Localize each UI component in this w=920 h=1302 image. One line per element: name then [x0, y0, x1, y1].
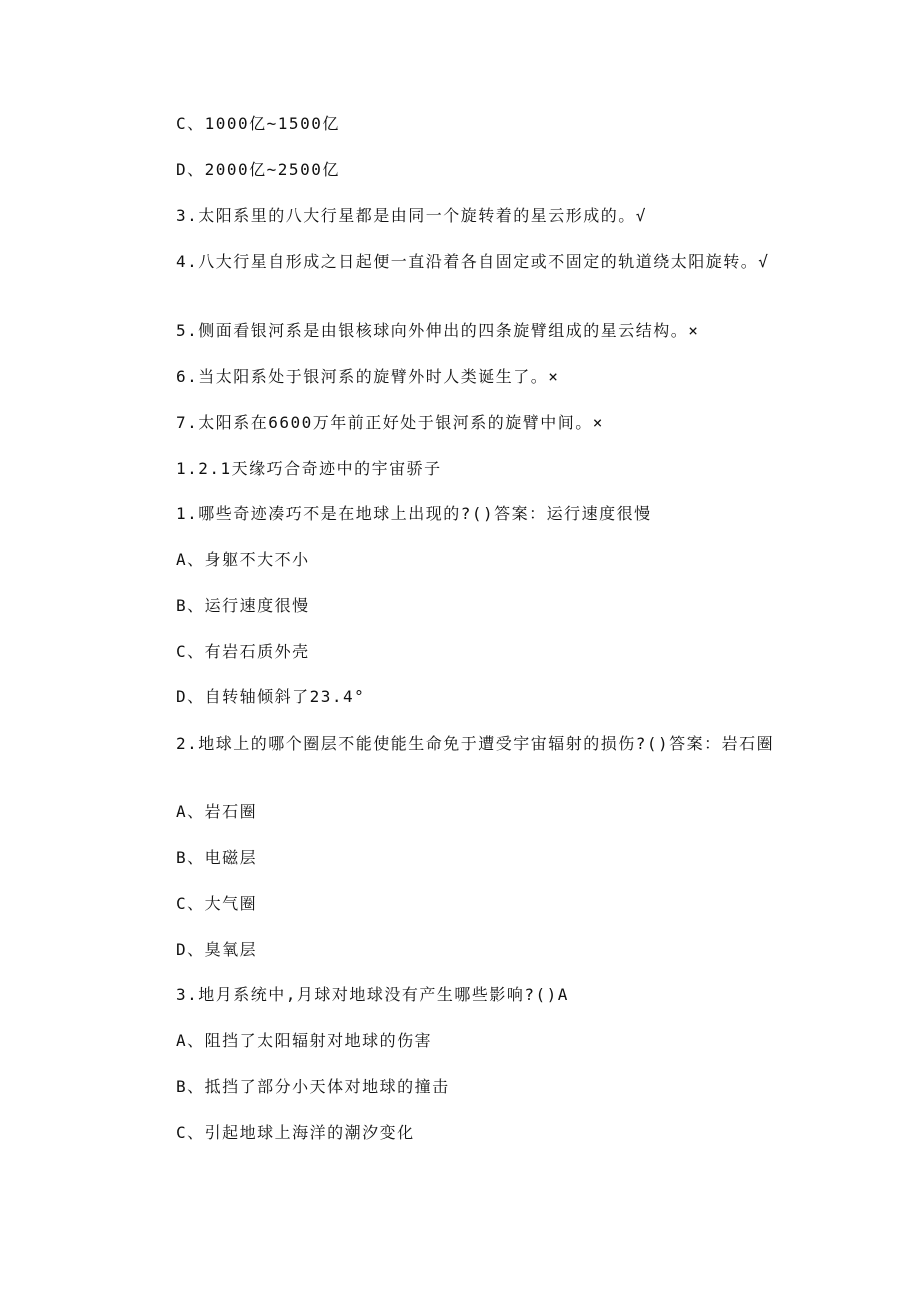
statement-5: 5.侧面看银河系是由银核球向外伸出的四条旋臂组成的星云结构。×: [176, 321, 700, 340]
question-2: 2.地球上的哪个圈层不能使能生命免于遭受宇宙辐射的损伤?()答案：岩石圈: [176, 734, 775, 753]
option-c-galaxy-stars: C、1000亿~1500亿: [176, 114, 340, 133]
q2-option-c: C、大气圈: [176, 894, 258, 913]
q1-option-c: C、有岩石质外壳: [176, 642, 310, 661]
q3-option-a: A、阻挡了太阳辐射对地球的伤害: [176, 1031, 433, 1050]
q1-option-d: D、自转轴倾斜了23.4°: [176, 687, 366, 706]
q2-option-a: A、岩石圈: [176, 802, 258, 821]
statement-6: 6.当太阳系处于银河系的旋臂外时人类诞生了。×: [176, 367, 560, 386]
q2-option-b: B、电磁层: [176, 848, 258, 867]
question-3: 3.地月系统中,月球对地球没有产生哪些影响?()A: [176, 985, 569, 1004]
section-heading: 1.2.1天缘巧合奇迹中的宇宙骄子: [176, 459, 442, 478]
q3-option-b: B、抵挡了部分小天体对地球的撞击: [176, 1077, 450, 1096]
option-d-galaxy-stars: D、2000亿~2500亿: [176, 160, 340, 179]
statement-3: 3.太阳系里的八大行星都是由同一个旋转着的星云形成的。√: [176, 206, 647, 225]
question-1: 1.哪些奇迹凑巧不是在地球上出现的?()答案：运行速度很慢: [176, 504, 652, 523]
statement-4: 4.八大行星自形成之日起便一直沿着各自固定或不固定的轨道绕太阳旋转。√: [176, 252, 770, 271]
q1-option-a: A、身躯不大不小: [176, 550, 310, 569]
q3-option-c: C、引起地球上海洋的潮汐变化: [176, 1123, 415, 1142]
q1-option-b: B、运行速度很慢: [176, 596, 310, 615]
statement-7: 7.太阳系在6600万年前正好处于银河系的旋臂中间。×: [176, 413, 604, 432]
q2-option-d: D、臭氧层: [176, 940, 258, 959]
